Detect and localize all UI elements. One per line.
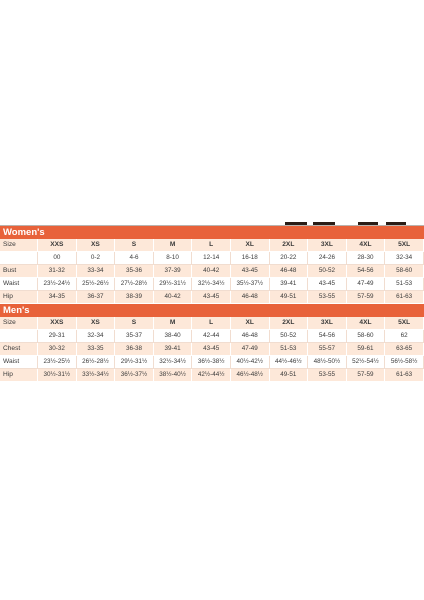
size-header: XS — [76, 239, 115, 252]
table-cell: 58-60 — [346, 330, 385, 343]
size-header: XS — [76, 317, 115, 330]
table-cell: 59-61 — [346, 343, 385, 356]
table-cell: 25½-26½ — [76, 278, 115, 291]
table-cell: 20-22 — [269, 252, 308, 265]
table-cell: 24-26 — [308, 252, 347, 265]
table-cell: 54-56 — [346, 265, 385, 278]
table-cell: 35-36 — [115, 265, 154, 278]
table-cell: 28-30 — [346, 252, 385, 265]
table-cell: 43-45 — [192, 343, 231, 356]
table-cell: 40-42 — [153, 291, 192, 304]
table-cell: 46-48 — [269, 265, 308, 278]
table-cell: 49-51 — [269, 369, 308, 382]
size-header: 2XL — [269, 239, 308, 252]
table-cell: 51-53 — [269, 343, 308, 356]
table-cell: 47-49 — [346, 278, 385, 291]
size-header: XXS — [38, 317, 77, 330]
table-row — [0, 265, 424, 278]
table-cell: 46-48 — [230, 291, 269, 304]
size-header: XL — [230, 239, 269, 252]
table-cell: 00 — [38, 252, 77, 265]
table-cell: 16-18 — [230, 252, 269, 265]
row-label: Waist — [0, 356, 38, 369]
row-label — [0, 330, 38, 343]
table-cell: 23½-25½ — [38, 356, 77, 369]
size-header: 2XL — [269, 317, 308, 330]
table-cell: 39-41 — [269, 278, 308, 291]
table-cell: 36-37 — [76, 291, 115, 304]
table-row — [0, 356, 424, 369]
table-cell: 29½-31½ — [115, 356, 154, 369]
size-header: XL — [230, 317, 269, 330]
table-cell: 49-51 — [269, 291, 308, 304]
size-header: L — [192, 317, 231, 330]
size-header: 5XL — [385, 317, 424, 330]
size-header: S — [115, 239, 154, 252]
table-cell: 54-56 — [308, 330, 347, 343]
table-cell: 46½-48½ — [230, 369, 269, 382]
size-header: M — [153, 317, 192, 330]
table-cell: 57-59 — [346, 369, 385, 382]
row-label: Waist — [0, 278, 38, 291]
table-cell: 32-34 — [385, 252, 424, 265]
table-cell: 23½-24½ — [38, 278, 77, 291]
table-row — [0, 369, 424, 382]
table-cell: 35½-37½ — [230, 278, 269, 291]
row-label: Bust — [0, 265, 38, 278]
table-cell: 33½-34½ — [76, 369, 115, 382]
men-section-title: Men's — [0, 304, 424, 317]
table-cell: 30½-31½ — [38, 369, 77, 382]
table-cell: 38-40 — [153, 330, 192, 343]
table-row — [0, 330, 424, 343]
table-cell: 63-65 — [385, 343, 424, 356]
table-cell: 27½-28½ — [115, 278, 154, 291]
size-header: XXS — [38, 239, 77, 252]
men-size-table — [0, 317, 424, 382]
table-cell: 32½-34½ — [153, 356, 192, 369]
table-cell: 43-45 — [308, 278, 347, 291]
table-cell: 39-41 — [153, 343, 192, 356]
size-header: 5XL — [385, 239, 424, 252]
size-chart — [0, 225, 424, 382]
size-header: 4XL — [346, 317, 385, 330]
table-cell: 55-57 — [308, 343, 347, 356]
table-cell: 8-10 — [153, 252, 192, 265]
table-row — [0, 252, 424, 265]
size-header: M — [153, 239, 192, 252]
table-cell: 43-45 — [230, 265, 269, 278]
table-cell: 46-48 — [230, 330, 269, 343]
table-cell: 44½-46½ — [269, 356, 308, 369]
table-row — [0, 343, 424, 356]
table-cell: 33-35 — [76, 343, 115, 356]
row-label: Hip — [0, 291, 38, 304]
table-row — [0, 317, 424, 330]
table-cell: 43-45 — [192, 291, 231, 304]
table-cell: 61-63 — [385, 291, 424, 304]
table-cell: 38½-40½ — [153, 369, 192, 382]
table-cell: 48½-50½ — [308, 356, 347, 369]
table-cell: 52½-54½ — [346, 356, 385, 369]
table-cell: 40-42 — [192, 265, 231, 278]
size-header: 3XL — [308, 317, 347, 330]
table-cell: 29-31 — [38, 330, 77, 343]
table-cell: 34-35 — [38, 291, 77, 304]
row-label: Chest — [0, 343, 38, 356]
women-size-table — [0, 239, 424, 304]
table-cell: 33-34 — [76, 265, 115, 278]
table-row — [0, 239, 424, 252]
table-cell: 40½-42½ — [230, 356, 269, 369]
table-cell: 62 — [385, 330, 424, 343]
women-section-title: Women's — [0, 226, 424, 239]
size-label: Size — [0, 239, 38, 252]
table-cell: 4-6 — [115, 252, 154, 265]
table-cell: 0-2 — [76, 252, 115, 265]
size-label: Size — [0, 317, 38, 330]
table-cell: 32-34 — [76, 330, 115, 343]
table-cell: 51-53 — [385, 278, 424, 291]
row-label: Hip — [0, 369, 38, 382]
table-cell: 61-63 — [385, 369, 424, 382]
table-cell: 36½-38½ — [192, 356, 231, 369]
table-cell: 12-14 — [192, 252, 231, 265]
table-cell: 26½-28½ — [76, 356, 115, 369]
table-cell: 42-44 — [192, 330, 231, 343]
size-header: S — [115, 317, 154, 330]
table-cell: 50-52 — [269, 330, 308, 343]
table-cell: 37-39 — [153, 265, 192, 278]
table-cell: 56½-58½ — [385, 356, 424, 369]
size-header: 3XL — [308, 239, 347, 252]
table-row — [0, 278, 424, 291]
table-cell: 36-38 — [115, 343, 154, 356]
table-cell: 38-39 — [115, 291, 154, 304]
table-cell: 53-55 — [308, 369, 347, 382]
row-label — [0, 252, 38, 265]
table-cell: 32½-34½ — [192, 278, 231, 291]
table-cell: 58-60 — [385, 265, 424, 278]
size-header: L — [192, 239, 231, 252]
table-cell: 31-32 — [38, 265, 77, 278]
table-cell: 36½-37½ — [115, 369, 154, 382]
table-cell: 30-32 — [38, 343, 77, 356]
table-cell: 42½-44½ — [192, 369, 231, 382]
table-row — [0, 291, 424, 304]
table-cell: 35-37 — [115, 330, 154, 343]
size-header: 4XL — [346, 239, 385, 252]
table-cell: 50-52 — [308, 265, 347, 278]
table-cell: 53-55 — [308, 291, 347, 304]
table-cell: 57-59 — [346, 291, 385, 304]
table-cell: 47-49 — [230, 343, 269, 356]
table-cell: 29½-31½ — [153, 278, 192, 291]
